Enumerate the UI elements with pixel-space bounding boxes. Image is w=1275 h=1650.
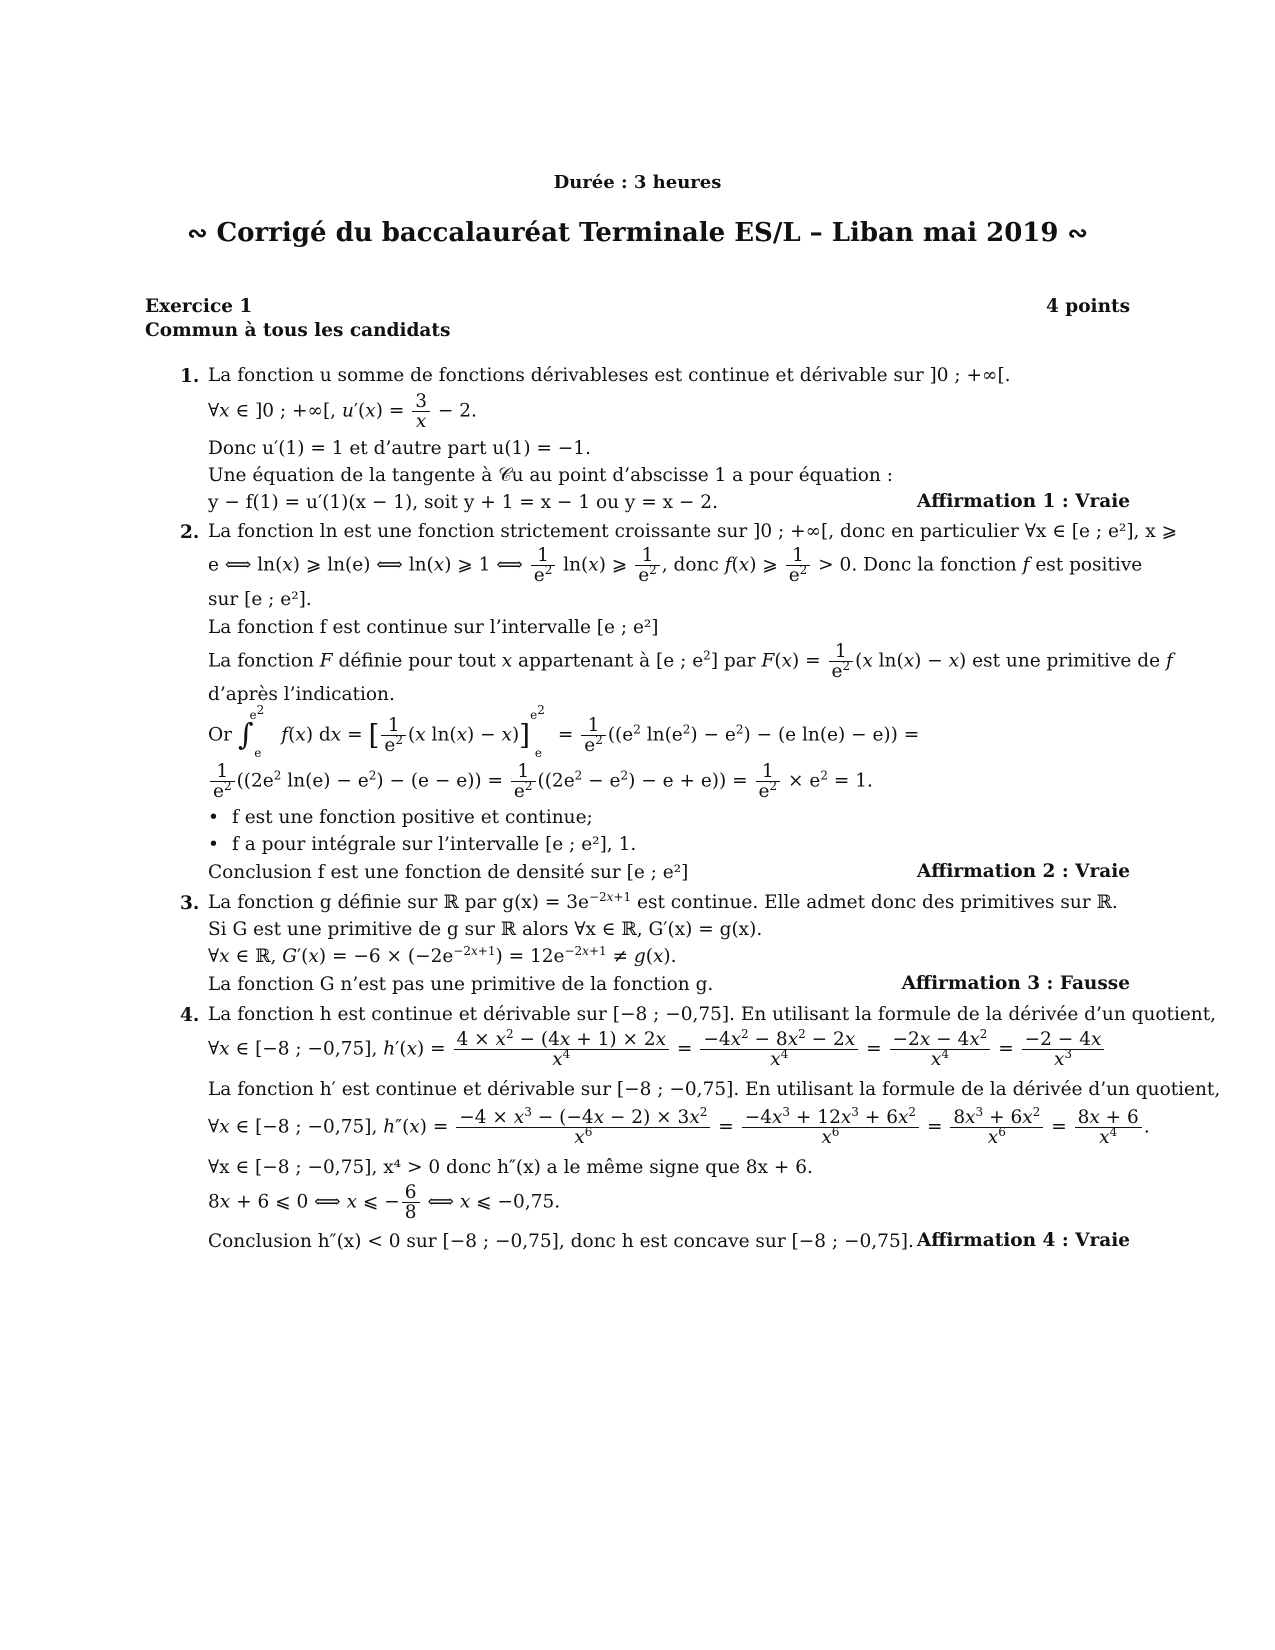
exercise-name: Exercice 1 (145, 296, 253, 317)
q1-line-4: Une équation de la tangente à 𝒞u au point d’abscisse 1 a pour équation : (208, 465, 893, 486)
page-title: Corrigé du baccalauréat Terminale ES/L – Liban mai 2019 (216, 218, 1059, 248)
affirmation-2: Affirmation 2 : Vraie (916, 861, 1130, 882)
q2-bullet-1 (208, 806, 1130, 830)
q2-number: 2. (180, 522, 200, 543)
ornament-right-icon: ∾ (1067, 218, 1088, 247)
q3-line-1: La fonction g définie sur ℝ par $g(x) = 3e^{-2x+1}$ est continue. Elle admet donc des primitives sur ℝ. (208, 889, 1118, 913)
q1-line-1: La fonction u somme de fonctions dérivableses est continue et dérivable sur ]0 ; +∞[. (208, 365, 1011, 386)
q2-bullet-2-text: f a pour intégrale sur l’intervalle [e ; e²], 1. (232, 834, 637, 855)
q3-line-1-text: La fonction g définie sur ℝ par g(x) = 3e (208, 892, 589, 913)
bullet-icon: • (208, 834, 219, 855)
q4-number: 4. (180, 1005, 200, 1026)
q2-line-4: La fonction f est continue sur l’intervalle [e ; e²] (208, 617, 659, 638)
q3-number: 3. (180, 893, 200, 914)
q1-number: 1. (180, 366, 200, 387)
q2-line-1: La fonction ln est une fonction strictement croissante sur ]0 ; +∞[, donc en particulier ∀x ∈ [e ; e²], x ⩾ (208, 521, 1178, 542)
exercise-points: 4 points (1045, 296, 1130, 317)
q4-line-5: ∀x ∈ [−8 ; −0,75], x⁴ > 0 donc h″(x) a le même signe que 8x + 6. (208, 1157, 813, 1178)
q2-bullet-2 (208, 833, 1130, 857)
q4-line-3: La fonction h′ est continue et dérivable sur [−8 ; −0,75]. En utilisant la formule de la dérivée d’un quotient, (208, 1079, 1221, 1100)
q3-line-3: ∀x ∈ ℝ, $G'(x) = -6 \times (-2e^{-2x+1}) = 12e^{-2x+1} \ne g(x)$. (208, 943, 677, 967)
q4-line-1: La fonction h est continue et dérivable sur [−8 ; −0,75]. En utilisant la formule de la dérivée d’un quotient, (208, 1004, 1217, 1025)
ornament-left-icon: ∾ (187, 218, 208, 247)
affirmation-1: Affirmation 1 : Vraie (916, 491, 1130, 512)
q1-line-5: y − f(1) = u′(1)(x − 1), soit y + 1 = x − 1 ou y = x − 2. (208, 492, 718, 513)
q1-line-3: Donc u′(1) = 1 et d’autre part u(1) = −1. (208, 438, 591, 459)
q1-line-2: ∀x ∈ ]0 ; +∞[, u′(x) = $\frac{3}{x}$ − 2. (208, 391, 477, 432)
duration: Durée : 3 heures (553, 172, 722, 193)
q2-line-5: La fonction F définie pour tout x appartenant à [e ; $e^2$] par F(x) = $\frac{1}{e^2}$ (x ln(x) − x) est une primitive de f (208, 641, 1173, 682)
q2-integral-2: $\frac{1}{e^2}$ (($2e^2$ $\ln(e) - e^2) - (e - e)$) = $\frac{1}{e^2}$ $((2e^2 - e^2) - e + e)$) = $\frac{1}{e^2}$ × $e^2 = 1$. (208, 762, 1130, 801)
q3-line-1b-text: est continue. Elle admet donc des primitives sur ℝ. (637, 892, 1118, 913)
page-title-row (0, 218, 1275, 248)
q4-line-2: ∀x ∈ [−8 ; −0,75], h′(x) = $\frac{4 \times x^2 - (4x + 1) \times 2x}{x^4}$ = $\frac{-4x^2 - 8x^2 - 2x}{x^4}$ = $\frac{-2x - 4x^2}{x^4}$ = $\frac{-2 - 4x}{x^3}$ (208, 1030, 1130, 1069)
exercise-subtitle: Commun à tous les candidats (145, 320, 451, 341)
affirmation-4: Affirmation 4 : Vraie (916, 1230, 1130, 1251)
q4-line-7: Conclusion h″(x) < 0 sur [−8 ; −0,75], donc h est concave sur [−8 ; −0,75]. (208, 1231, 914, 1252)
q2-line-9: Conclusion f est une fonction de densité sur [e ; e²] (208, 862, 689, 883)
affirmation-3: Affirmation 3 : Fausse (901, 973, 1130, 994)
q4-line-4: ∀x ∈ [−8 ; −0,75], h″(x) = $\frac{-4 \times x^3 - (-4x - 2) \times 3x^2}{x^6}$ = $\frac{-4x^3 + 12x^3 + 6x^2}{x^6}$ = $\frac{8x^3 + 6x^2}{x^6}$ = $\frac{8x + 6}{x^4}$ . (208, 1104, 1150, 1148)
bullet-icon: • (208, 807, 219, 828)
q4-line-6: 8x + 6 ⩽ 0 ⟺ x ⩽ − $\frac{6}{8}$ ⟺ x ⩽ −0,75. (208, 1182, 561, 1223)
q2-line-2: e ⟺ ln(x) ⩾ ln(e) ⟺ ln(x) ⩾ 1 ⟺ $\frac{1}{e^2}$ ln(x) ⩾ $\frac{1}{e^2}$ , donc f(x) ⩾ $\frac{1}{e^2}$ > 0. Donc la fonction f est positive (208, 545, 1143, 586)
q2-line-6: d’après l’indication. (208, 684, 395, 705)
q2-bullet-1-text: f est une fonction positive et continue; (232, 807, 593, 828)
q3-line-4: La fonction G n’est pas une primitive de la fonction g. (208, 974, 714, 995)
q2-integral-1: Or ∫$^{e^2}_e$ f(x) dx = [ $\frac{1}{e^2}$ (x ln(x) − x)]$^{e^2}_e$ = $\frac{1}{e^2}$ (($e^2$ $\ln(e^2) - e^2) - (e$ ln(e) − e)) = (208, 703, 920, 761)
q3-line-2: Si G est une primitive de g sur ℝ alors ∀x ∈ ℝ, G′(x) = g(x). (208, 919, 763, 940)
q2-line-3: sur [e ; e²]. (208, 589, 312, 610)
